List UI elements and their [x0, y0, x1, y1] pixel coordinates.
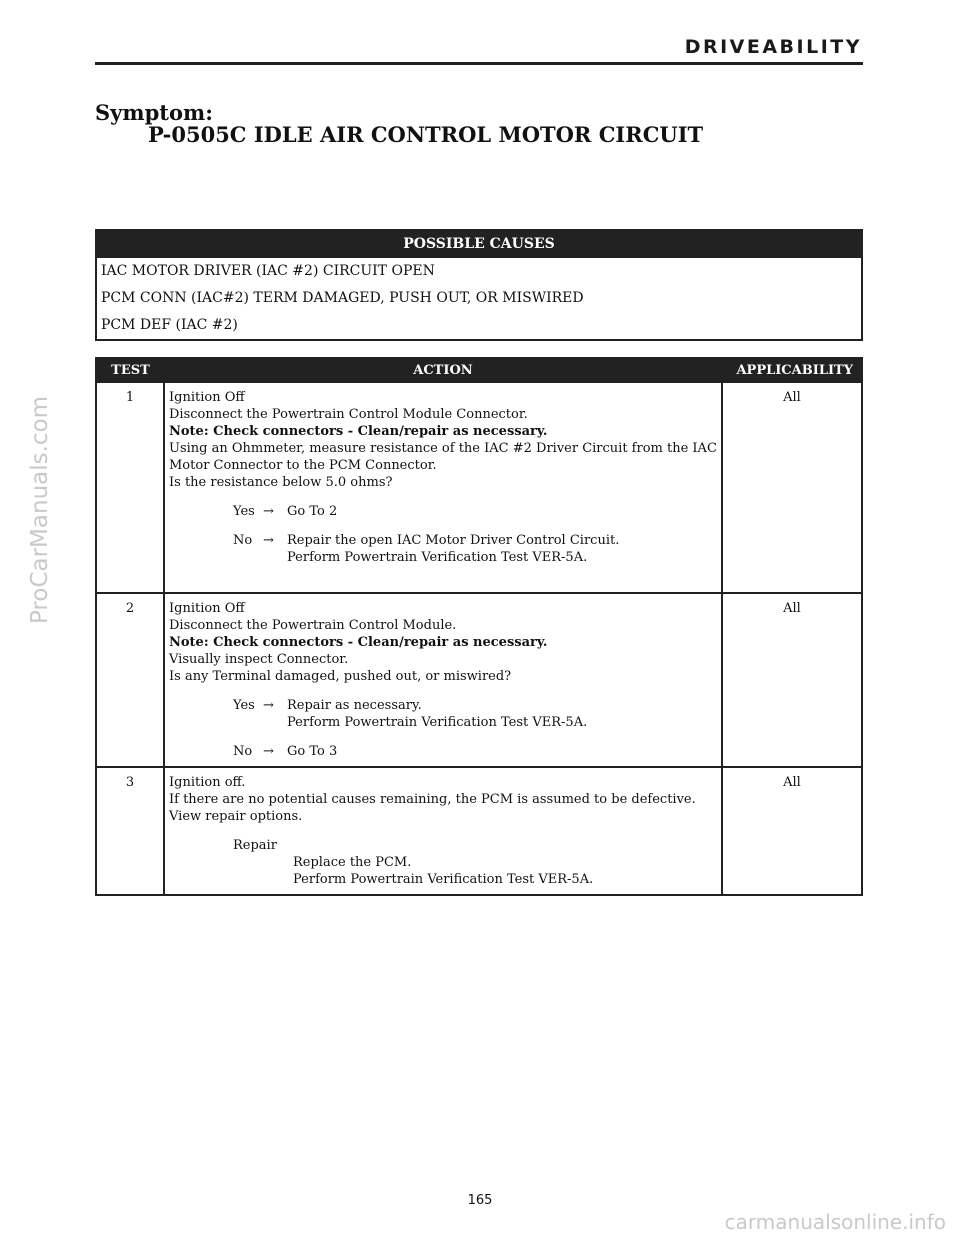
no-answer: [169, 743, 717, 760]
watermark-bottom: carmanualsonline.info: [724, 1210, 946, 1234]
action-note: Note: Check connectors - Clean/repair as necessary.: [169, 635, 548, 650]
yes-answer: [169, 697, 717, 731]
answer-text: Go To 2: [287, 504, 338, 519]
cause-item: IAC MOTOR DRIVER (IAC #2) CIRCUIT OPEN: [101, 263, 435, 279]
no-answer: [169, 532, 717, 566]
repair-label: Repair: [233, 838, 277, 853]
symptom-title: P-0505C IDLE AIR CONTROL MOTOR CIRCUIT: [148, 122, 704, 147]
yes-label: Yes: [233, 504, 255, 519]
arrow-icon: →: [263, 504, 274, 519]
yes-answer: [169, 503, 717, 520]
action-line: Motor Connector to the PCM Connector.: [169, 458, 437, 473]
answer-text: Perform Powertrain Verification Test VER-5A.: [287, 715, 588, 730]
action-cell: [164, 382, 722, 593]
action-line: Using an Ohmmeter, measure resistance of the IAC #2 Driver Circuit from the IAC: [169, 441, 717, 456]
test-table: [95, 357, 863, 896]
column-header-action: ACTION: [164, 358, 722, 382]
repair-option: [169, 837, 717, 888]
header-rule: [95, 62, 863, 65]
section-title: DRIVEABILITY: [684, 36, 862, 58]
possible-causes-box: [95, 229, 863, 341]
test-number: 3: [96, 767, 164, 895]
cause-item: PCM CONN (IAC#2) TERM DAMAGED, PUSH OUT, OR MISWIRED: [101, 290, 584, 306]
column-header-test: TEST: [96, 358, 164, 382]
applicability-cell: All: [722, 593, 862, 767]
symptom-label: Symptom:: [95, 100, 213, 125]
arrow-icon: →: [263, 744, 274, 759]
repair-text: Perform Powertrain Verification Test VER-5A.: [293, 872, 594, 887]
table-row: [96, 767, 862, 895]
answer-text: Perform Powertrain Verification Test VER-5A.: [287, 550, 588, 565]
arrow-icon: →: [263, 533, 274, 548]
test-number: 1: [96, 382, 164, 593]
action-line: Ignition Off: [169, 601, 245, 616]
watermark-left: ProCarManuals.com: [27, 395, 53, 625]
action-cell: [164, 767, 722, 895]
answer-text: Repair the open IAC Motor Driver Control Circuit.: [287, 533, 620, 548]
repair-text: Replace the PCM.: [293, 855, 412, 870]
answer-text: Repair as necessary.: [287, 698, 422, 713]
action-line: Disconnect the Powertrain Control Module Connector.: [169, 407, 528, 422]
applicability-cell: All: [722, 382, 862, 593]
page-number: 165: [467, 1193, 493, 1208]
possible-causes-heading: POSSIBLE CAUSES: [97, 231, 861, 258]
test-number: 2: [96, 593, 164, 767]
column-header-applicability: APPLICABILITY: [722, 358, 862, 382]
action-line: Is the resistance below 5.0 ohms?: [169, 475, 393, 490]
applicability-cell: All: [722, 767, 862, 895]
cause-item: PCM DEF (IAC #2): [101, 317, 238, 333]
no-label: No: [233, 744, 253, 759]
action-cell: [164, 593, 722, 767]
action-line: View repair options.: [169, 809, 303, 824]
action-line: Visually inspect Connector.: [169, 652, 349, 667]
no-label: No: [233, 533, 253, 548]
action-line: Ignition off.: [169, 775, 246, 790]
action-note: Note: Check connectors - Clean/repair as necessary.: [169, 424, 548, 439]
answer-text: Go To 3: [287, 744, 338, 759]
test-table-header: [96, 358, 862, 382]
action-line: Ignition Off: [169, 390, 245, 405]
action-line: Is any Terminal damaged, pushed out, or miswired?: [169, 669, 512, 684]
table-row: [96, 593, 862, 767]
action-line: If there are no potential causes remaining, the PCM is assumed to be defective.: [169, 792, 696, 807]
yes-label: Yes: [233, 698, 255, 713]
action-line: Disconnect the Powertrain Control Module.: [169, 618, 457, 633]
arrow-icon: →: [263, 698, 274, 713]
table-row: [96, 382, 862, 593]
